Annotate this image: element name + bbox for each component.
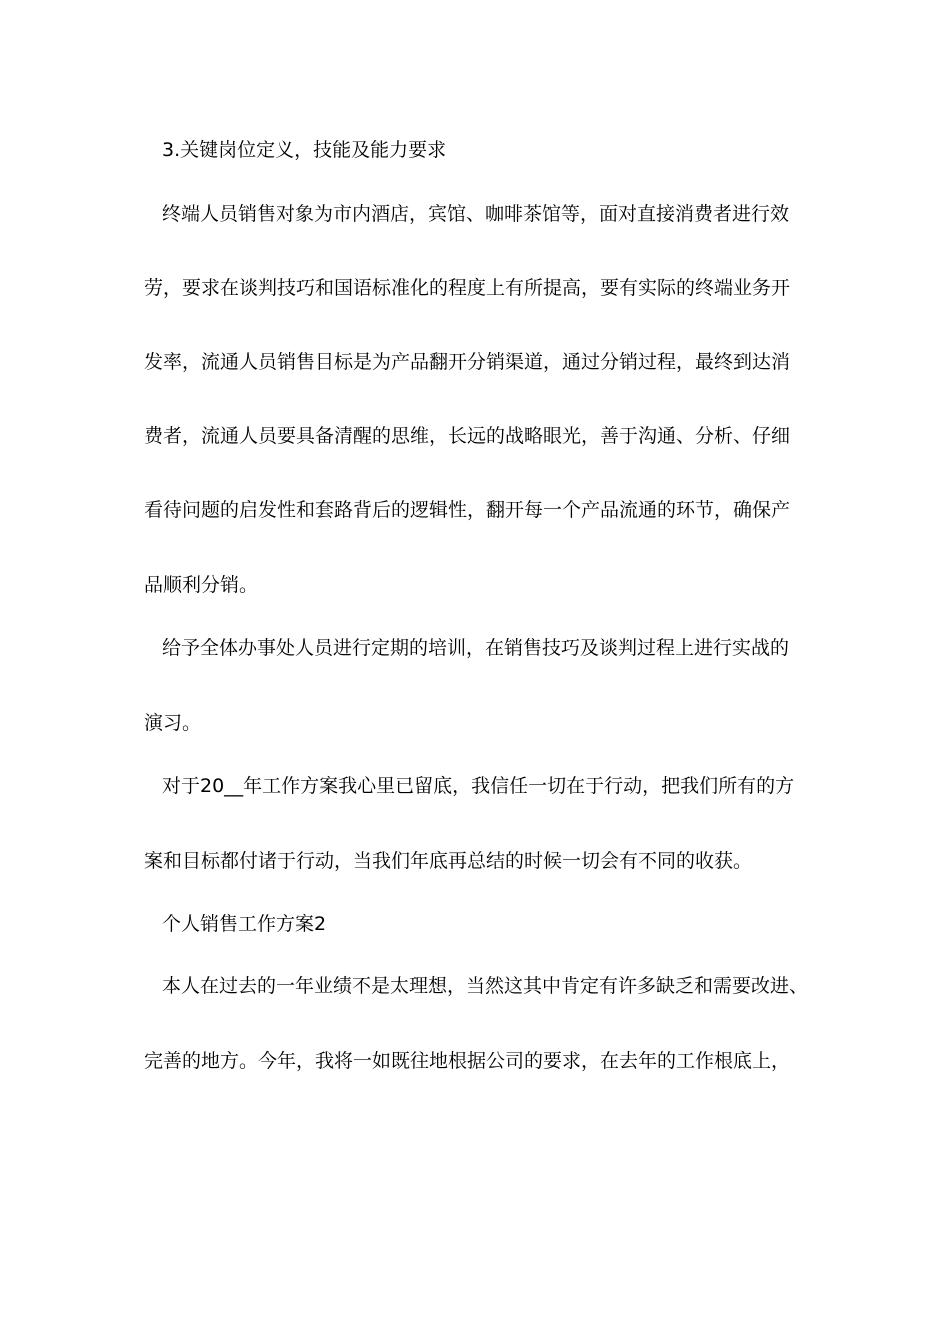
paragraph-line: 案和目标都付诸于行动，当我们年底再总结的时候一切会有不同的收获。	[144, 850, 753, 872]
paragraph-line: 费者，流通人员要具备清醒的思维，长远的战略眼光，善于沟通、分析、仔细	[144, 425, 791, 447]
paragraph-line: 对于20__年工作方案我心里已留底，我信任一切在于行动，把我们所有的方	[162, 775, 795, 797]
paragraph-line: 品顺利分销。	[144, 574, 259, 596]
paragraph-line: 劳，要求在谈判技巧和国语标准化的程度上有所提高，要有实际的终端业务开	[144, 277, 791, 299]
section-title: 个人销售工作方案2	[162, 913, 327, 935]
paragraph-line: 终端人员销售对象为市内酒店，宾馆、咖啡茶馆等，面对直接消费者进行效	[162, 203, 790, 225]
paragraph-line: 本人在过去的一年业绩不是太理想，当然这其中肯定有许多缺乏和需要改进、	[162, 975, 809, 997]
heading-key-positions: 3.关键岗位定义，技能及能力要求	[162, 139, 447, 161]
paragraph-line: 演习。	[144, 712, 202, 734]
paragraph-line: 看待问题的启发性和套路背后的逻辑性，翻开每一个产品流通的环节，确保产	[144, 499, 791, 521]
paragraph-line: 发率，流通人员销售目标是为产品翻开分销渠道，通过分销过程，最终到达消	[144, 351, 791, 373]
paragraph-line: 给予全体办事处人员进行定期的培训，在销售技巧及谈判过程上进行实战的	[162, 637, 790, 659]
paragraph-line: 完善的地方。今年，我将一如既往地根据公司的要求，在去年的工作根底上，	[144, 1050, 791, 1072]
